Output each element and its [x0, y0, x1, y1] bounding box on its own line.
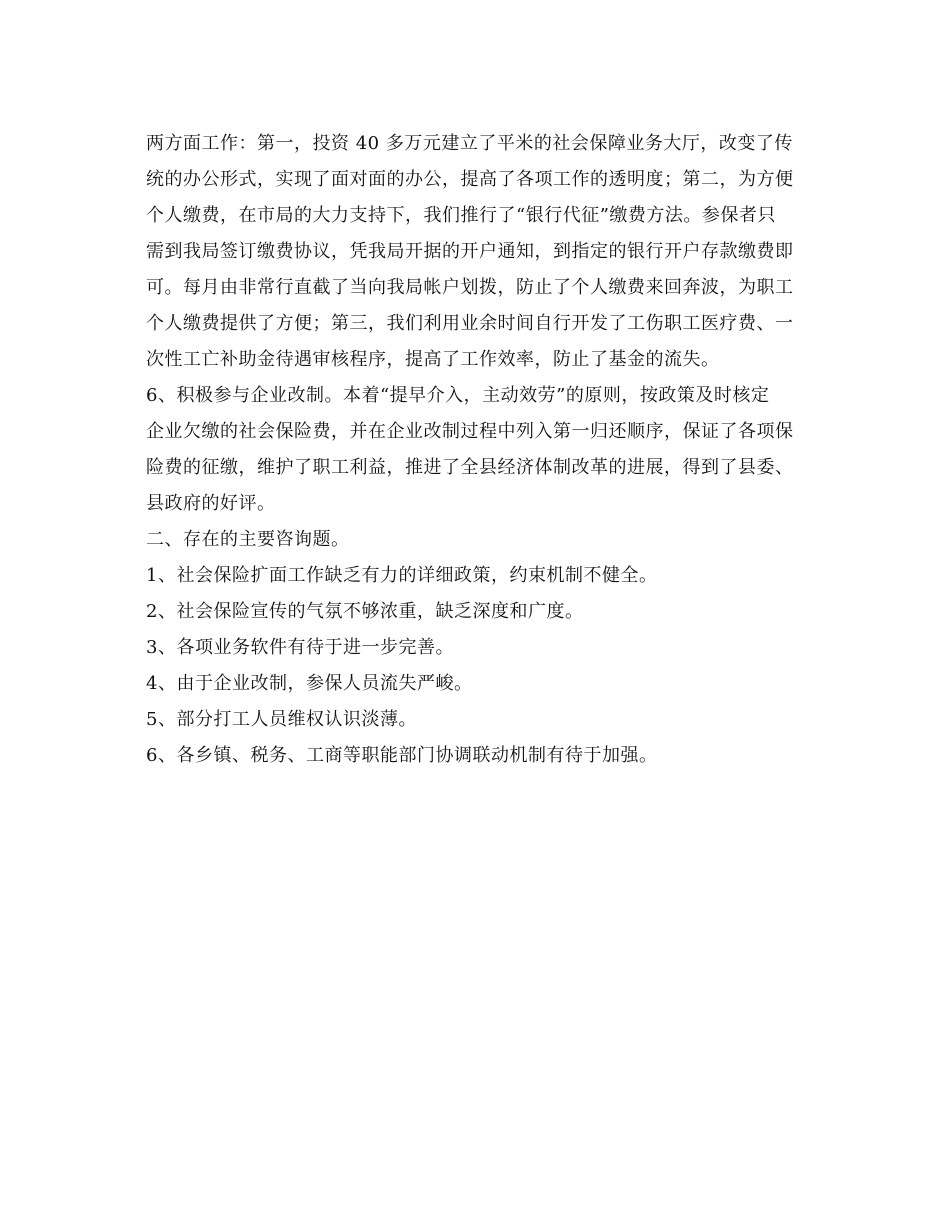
document-body	[146, 126, 806, 774]
list-item-problem-1	[146, 558, 806, 594]
text-line: 需到我局签订缴费协议，凭我局开据的开户通知，到指定的银行开户存款缴费即	[146, 241, 794, 262]
list-item: 3、各项业务软件有待于进一步完善。	[146, 637, 454, 658]
list-item: 4、由于企业改制，参保人员流失严峻。	[146, 673, 473, 694]
list-item-problem-6	[146, 738, 806, 774]
list-item-problem-4	[146, 666, 806, 702]
text-line: 6、积极参与企业改制。本着“提早介入，主动效劳”的原则，按政策及时核定	[146, 385, 770, 406]
paragraph-work-overview	[146, 126, 806, 378]
text-line: 次性工亡补助金待遇审核程序，提高了工作效率，防止了基金的流失。	[146, 349, 720, 370]
list-item: 5、部分打工人员维权认识淡薄。	[146, 709, 417, 730]
text-line: 可。每月由非常行直截了当向我局帐户划拨，防止了个人缴费来回奔波，为职工	[146, 277, 794, 298]
text-line: 两方面工作：第一，投资 40 多万元建立了平米的社会保障业务大厅，改变了传	[146, 133, 793, 154]
text-line: 险费的征缴，维护了职工利益，推进了全县经济体制改革的进展，得到了县委、	[146, 457, 794, 478]
list-item: 2、社会保险宣传的气氛不够浓重，缺乏深度和广度。	[146, 601, 584, 622]
section-heading-problems	[146, 522, 806, 558]
text-line: 县政府的好评。	[146, 493, 276, 514]
text-line: 个人缴费提供了方便；第三，我们利用业余时间自行开发了工伤职工医疗费、一	[146, 313, 794, 334]
list-item-problem-2	[146, 594, 806, 630]
text-line: 个人缴费，在市局的大力支持下，我们推行了“银行代征”缴费方法。参保者只	[146, 205, 776, 226]
text-line: 企业欠缴的社会保险费，并在企业改制过程中列入第一归还顺序，保证了各项保	[146, 421, 794, 442]
text-line: 统的办公形式，实现了面对面的办公，提高了各项工作的透明度；第二，为方便	[146, 169, 794, 190]
section-heading: 二、存在的主要咨询题。	[146, 529, 350, 550]
list-item-problem-3	[146, 630, 806, 666]
list-item: 1、社会保险扩面工作缺乏有力的详细政策，约束机制不健全。	[146, 565, 658, 586]
list-item: 6、各乡镇、税务、工商等职能部门协调联动机制有待于加强。	[146, 745, 658, 766]
paragraph-enterprise-reform	[146, 378, 806, 522]
list-item-problem-5	[146, 702, 806, 738]
